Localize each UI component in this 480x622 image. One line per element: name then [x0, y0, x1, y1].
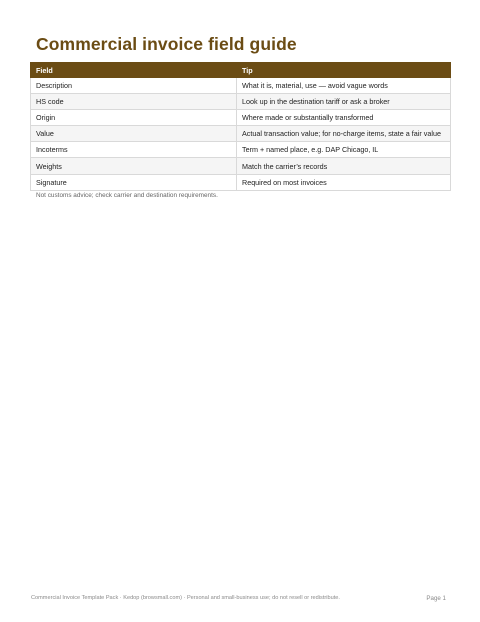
field-cell: Incoterms [31, 142, 237, 158]
disclaimer-note: Not customs advice; check carrier and destination requirements. [36, 192, 218, 199]
table-row [31, 94, 451, 110]
footer-text: Commercial Invoice Template Pack · Kedop (browsmall.com) · Personal and small-business use; do not resell or redistribute. [31, 595, 340, 601]
table-row [31, 78, 451, 94]
tip-cell: What it is, material, use — avoid vague words [237, 78, 451, 94]
table-row [31, 158, 451, 174]
table-header-row [31, 63, 451, 78]
table-row [31, 142, 451, 158]
tip-cell: Match the carrier’s records [237, 158, 451, 174]
tip-cell: Look up in the destination tariff or ask a broker [237, 94, 451, 110]
field-cell: Signature [31, 174, 237, 190]
field-guide-table [30, 62, 451, 191]
table-row [31, 126, 451, 142]
page-number: Page 1 [426, 595, 446, 602]
field-cell: Origin [31, 110, 237, 126]
tip-cell: Actual transaction value; for no-charge items, state a fair value [237, 126, 451, 142]
column-header-tip: Tip [237, 63, 451, 78]
field-cell: Description [31, 78, 237, 94]
tip-cell: Term + named place, e.g. DAP Chicago, IL [237, 142, 451, 158]
table-row [31, 174, 451, 190]
page-title: Commercial invoice field guide [36, 34, 297, 54]
tip-cell: Required on most invoices [237, 174, 451, 190]
field-cell: Value [31, 126, 237, 142]
tip-cell: Where made or substantially transformed [237, 110, 451, 126]
field-cell: HS code [31, 94, 237, 110]
table-row [31, 110, 451, 126]
column-header-field: Field [31, 63, 237, 78]
field-cell: Weights [31, 158, 237, 174]
